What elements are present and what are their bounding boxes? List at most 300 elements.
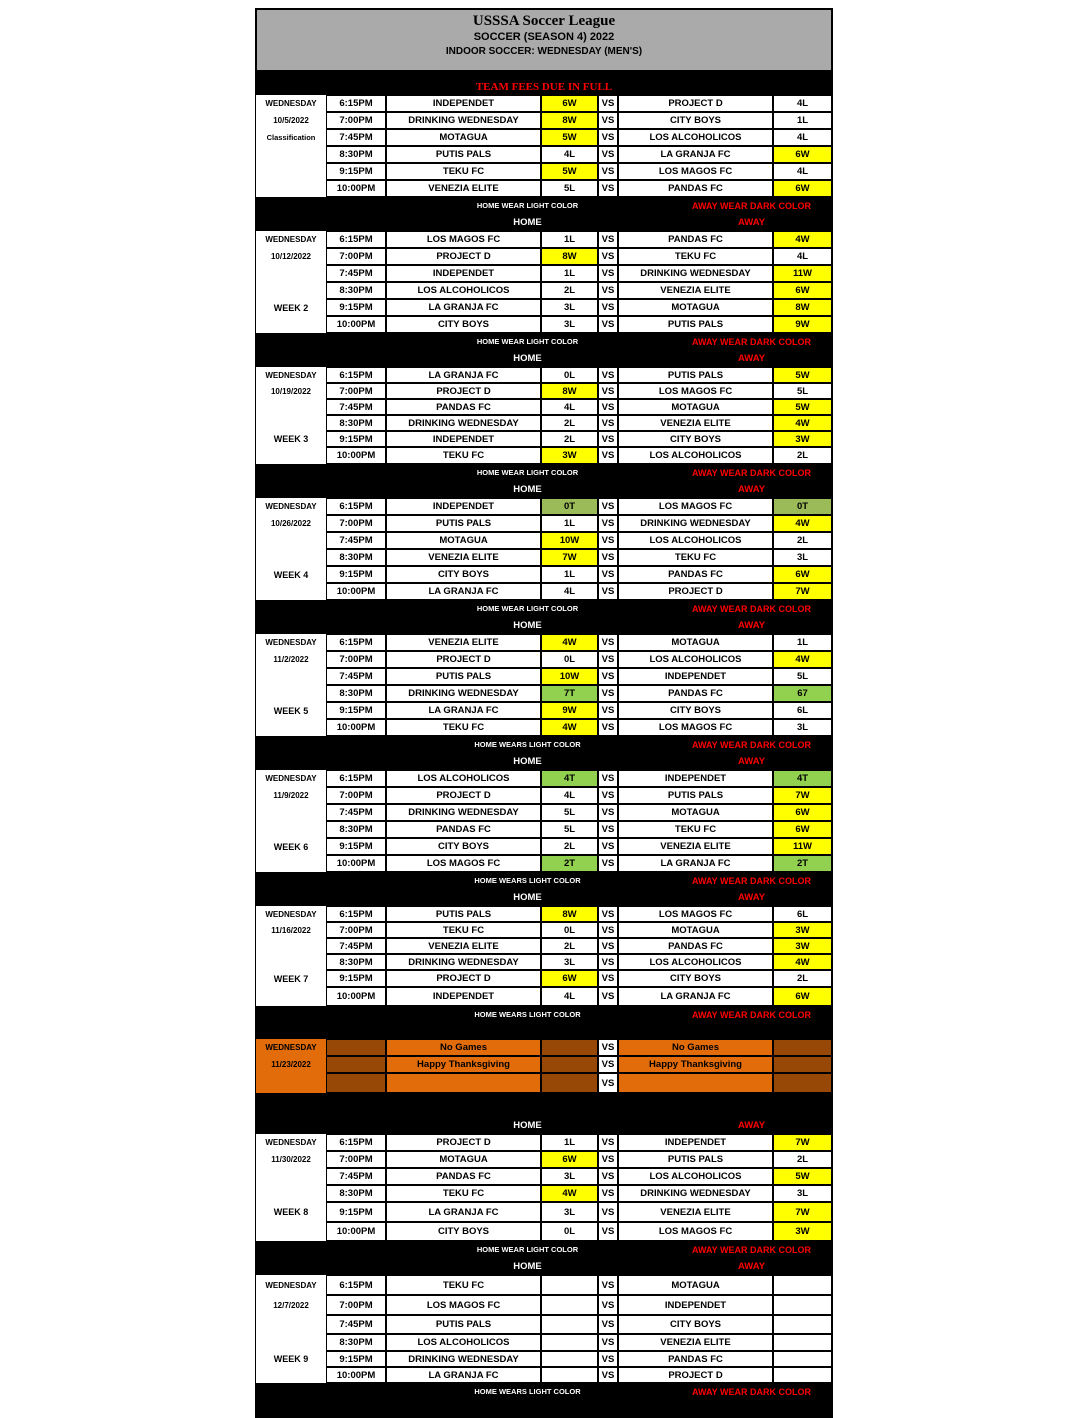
game-time: 9:15PM: [326, 1351, 386, 1367]
day-cell: [256, 987, 326, 1006]
away-score: 4L: [773, 95, 832, 112]
away-score: 2L: [773, 532, 832, 549]
game-row: [255, 938, 833, 954]
home-score: 5L: [541, 180, 598, 197]
vs-label: VS: [598, 634, 618, 651]
home-away-label-row: [255, 214, 833, 231]
vs-label: VS: [598, 954, 618, 970]
away-score: 6W: [773, 282, 832, 299]
day-cell: [256, 954, 326, 970]
weeks-container: [255, 95, 833, 1418]
home-team: PROJECT D: [386, 1134, 541, 1151]
week-label: WEEK 4: [256, 566, 326, 583]
away-team: MOTAGUA: [618, 804, 773, 821]
game-row: [255, 1367, 833, 1383]
day-cell: [256, 399, 326, 415]
away-score: 5L: [773, 383, 832, 399]
game-row: [255, 838, 833, 855]
week-label: WEEK 9: [256, 1351, 326, 1367]
week-label: WEEK 8: [256, 1202, 326, 1222]
vs-label: VS: [598, 549, 618, 566]
away-score: 1L: [773, 112, 832, 129]
away-score: 0T: [773, 498, 832, 515]
away-label: AWAY: [737, 1120, 766, 1131]
home-team: INDEPENDET: [386, 498, 541, 515]
home-score: 3W: [541, 447, 598, 464]
game-row: [255, 634, 833, 651]
holiday-home: Happy Thanksgiving: [386, 1056, 541, 1073]
home-score: 2L: [541, 838, 598, 855]
away-team: LA GRANJA FC: [618, 987, 773, 1006]
home-team: DRINKING WEDNESDAY: [386, 112, 541, 129]
game-row: [255, 383, 833, 399]
uniform-note-row: [255, 1241, 833, 1258]
vs-label: VS: [598, 231, 618, 248]
game-row: [255, 1315, 833, 1334]
home-uniform-note: HOME WEAR LIGHT COLOR: [476, 468, 579, 477]
home-score: 1L: [541, 231, 598, 248]
day-cell: [256, 1185, 326, 1202]
home-team: PANDAS FC: [386, 1168, 541, 1185]
away-uniform-note: AWAY WEAR DARK COLOR: [691, 336, 811, 347]
away-score: 5W: [773, 1168, 832, 1185]
home-score: [541, 1295, 598, 1315]
vs-label: VS: [598, 431, 618, 447]
home-label: HOME: [513, 353, 542, 364]
home-score: 4L: [541, 146, 598, 163]
day-cell: [256, 719, 326, 736]
home-score: 6W: [541, 95, 598, 112]
uniform-note-row: [255, 872, 833, 889]
game-time: 10:00PM: [326, 316, 386, 333]
game-row: [255, 987, 833, 1006]
away-team: LOS MAGOS FC: [618, 1222, 773, 1241]
holiday-away-score: [773, 1056, 832, 1073]
home-score: 3L: [541, 316, 598, 333]
away-team: LOS MAGOS FC: [618, 719, 773, 736]
game-row: [255, 702, 833, 719]
game-row: [255, 668, 833, 685]
away-score: 7W: [773, 787, 832, 804]
away-team: PANDAS FC: [618, 231, 773, 248]
away-score: 2L: [773, 970, 832, 987]
vs-label: VS: [598, 1222, 618, 1241]
sheet-footer: [255, 1400, 833, 1418]
vs-label: VS: [598, 265, 618, 282]
game-time: 7:45PM: [326, 938, 386, 954]
home-label: HOME: [513, 756, 542, 767]
home-score: 4L: [541, 987, 598, 1006]
away-team: INDEPENDET: [618, 770, 773, 787]
away-score: 6L: [773, 702, 832, 719]
week-label: WEEK 6: [256, 838, 326, 855]
day-cell: [256, 180, 326, 197]
away-label: AWAY: [737, 756, 766, 767]
game-time: 10:00PM: [326, 719, 386, 736]
game-row: [255, 1351, 833, 1367]
home-label: HOME: [513, 1120, 542, 1131]
away-score: 4W: [773, 231, 832, 248]
day-cell: [256, 938, 326, 954]
game-row: [255, 163, 833, 180]
week-label: WEEK 7: [256, 970, 326, 987]
home-away-label-row: [255, 1258, 833, 1275]
home-team: LA GRANJA FC: [386, 1367, 541, 1383]
away-team: PUTIS PALS: [618, 1151, 773, 1168]
game-time: 7:45PM: [326, 1315, 386, 1334]
uniform-note-row: [255, 464, 833, 481]
away-team: PANDAS FC: [618, 180, 773, 197]
home-score: [541, 1315, 598, 1334]
game-time: 6:15PM: [326, 367, 386, 383]
home-score: 4L: [541, 399, 598, 415]
vs-label: VS: [598, 1056, 618, 1073]
vs-label: VS: [598, 316, 618, 333]
away-team: LOS MAGOS FC: [618, 498, 773, 515]
home-label: HOME: [513, 892, 542, 903]
game-time: 6:15PM: [326, 95, 386, 112]
away-score: 4W: [773, 954, 832, 970]
away-team: PANDAS FC: [618, 938, 773, 954]
home-team: DRINKING WEDNESDAY: [386, 1351, 541, 1367]
home-score: 3L: [541, 954, 598, 970]
home-team: LA GRANJA FC: [386, 1202, 541, 1222]
vs-label: VS: [598, 804, 618, 821]
home-uniform-note: HOME WEARS LIGHT COLOR: [474, 1010, 581, 1019]
game-row: [255, 1222, 833, 1241]
game-time: 8:30PM: [326, 146, 386, 163]
day-cell: [256, 549, 326, 566]
away-team: LOS ALCOHOLICOS: [618, 651, 773, 668]
holiday-away: No Games: [618, 1039, 773, 1056]
away-team: CITY BOYS: [618, 112, 773, 129]
vs-label: VS: [598, 1134, 618, 1151]
home-team: INDEPENDET: [386, 95, 541, 112]
game-time: 7:00PM: [326, 922, 386, 938]
away-team: DRINKING WEDNESDAY: [618, 1185, 773, 1202]
uniform-note-row: [255, 1383, 833, 1400]
away-score: 2T: [773, 855, 832, 872]
home-uniform-note: HOME WEAR LIGHT COLOR: [476, 201, 579, 210]
week-day: WEDNESDAY: [256, 231, 326, 248]
vs-label: VS: [598, 399, 618, 415]
game-time: 10:00PM: [326, 1367, 386, 1383]
game-time: 8:30PM: [326, 415, 386, 431]
away-label: AWAY: [737, 620, 766, 631]
game-time: 6:15PM: [326, 770, 386, 787]
game-row: [255, 532, 833, 549]
home-score: 8W: [541, 906, 598, 922]
uniform-note-row: [255, 600, 833, 617]
home-team: CITY BOYS: [386, 566, 541, 583]
vs-label: VS: [598, 922, 618, 938]
game-time: 9:15PM: [326, 163, 386, 180]
holiday-day-cell: [256, 1073, 326, 1093]
home-team: INDEPENDET: [386, 265, 541, 282]
vs-label: VS: [598, 1334, 618, 1351]
week-label: WEEK 5: [256, 702, 326, 719]
home-score: 9W: [541, 702, 598, 719]
home-team: PUTIS PALS: [386, 1315, 541, 1334]
holiday-row: [255, 1073, 833, 1093]
home-team: LOS MAGOS FC: [386, 855, 541, 872]
vs-label: VS: [598, 532, 618, 549]
day-cell: [256, 415, 326, 431]
home-away-label-row: [255, 617, 833, 634]
day-cell: [256, 447, 326, 464]
holiday-row: [255, 1039, 833, 1056]
vs-label: VS: [598, 248, 618, 265]
game-time: 9:15PM: [326, 1202, 386, 1222]
week-date: 11/9/2022: [256, 787, 326, 804]
game-time: 6:15PM: [326, 906, 386, 922]
game-row: [255, 1275, 833, 1295]
game-time: 7:00PM: [326, 651, 386, 668]
holiday-time: [326, 1039, 386, 1056]
game-row: [255, 549, 833, 566]
away-team: LOS ALCOHOLICOS: [618, 129, 773, 146]
game-time: 7:45PM: [326, 668, 386, 685]
holiday-home: [386, 1073, 541, 1093]
vs-label: VS: [598, 1039, 618, 1056]
away-uniform-note: AWAY WEAR DARK COLOR: [691, 467, 811, 478]
game-row: [255, 367, 833, 383]
away-score: 6W: [773, 804, 832, 821]
game-time: 7:00PM: [326, 1295, 386, 1315]
game-row: [255, 316, 833, 333]
game-row: [255, 1185, 833, 1202]
away-score: 5W: [773, 367, 832, 383]
holiday-away: Happy Thanksgiving: [618, 1056, 773, 1073]
home-team: INDEPENDET: [386, 987, 541, 1006]
game-time: 7:00PM: [326, 248, 386, 265]
home-score: [541, 1367, 598, 1383]
day-cell: [256, 855, 326, 872]
game-row: [255, 282, 833, 299]
holiday-away-score: [773, 1073, 832, 1093]
game-time: 6:15PM: [326, 1134, 386, 1151]
game-time: 6:15PM: [326, 1275, 386, 1295]
game-row: [255, 1134, 833, 1151]
home-score: 0L: [541, 922, 598, 938]
away-score: 3L: [773, 1185, 832, 1202]
home-score: 10W: [541, 668, 598, 685]
home-score: 0L: [541, 367, 598, 383]
season-subtitle: SOCCER (SEASON 4) 2022: [473, 31, 615, 43]
game-row: [255, 566, 833, 583]
vs-label: VS: [598, 668, 618, 685]
day-cell: [256, 685, 326, 702]
day-cell: [256, 1315, 326, 1334]
holiday-away: [618, 1073, 773, 1093]
holiday-home-score: [541, 1073, 598, 1093]
game-row: [255, 804, 833, 821]
home-score: 8W: [541, 383, 598, 399]
home-score: 2L: [541, 938, 598, 954]
holiday-home-score: [541, 1056, 598, 1073]
away-score: 5W: [773, 399, 832, 415]
away-score: 11W: [773, 838, 832, 855]
away-score: 4L: [773, 248, 832, 265]
away-score: 3W: [773, 938, 832, 954]
game-time: 6:15PM: [326, 498, 386, 515]
away-team: VENEZIA ELITE: [618, 838, 773, 855]
week-date: 11/30/2022: [256, 1151, 326, 1168]
vs-label: VS: [598, 180, 618, 197]
game-row: [255, 1202, 833, 1222]
home-team: TEKU FC: [386, 447, 541, 464]
away-score: 3W: [773, 1222, 832, 1241]
home-team: DRINKING WEDNESDAY: [386, 415, 541, 431]
vs-label: VS: [598, 702, 618, 719]
home-team: LOS MAGOS FC: [386, 1295, 541, 1315]
away-team: LOS ALCOHOLICOS: [618, 532, 773, 549]
home-team: PROJECT D: [386, 248, 541, 265]
away-team: VENEZIA ELITE: [618, 415, 773, 431]
game-time: 8:30PM: [326, 685, 386, 702]
uniform-note-row: [255, 197, 833, 214]
game-time: 8:30PM: [326, 1185, 386, 1202]
away-score: 3L: [773, 719, 832, 736]
game-row: [255, 770, 833, 787]
home-score: 4W: [541, 719, 598, 736]
week-date: 10/26/2022: [256, 515, 326, 532]
week-day: WEDNESDAY: [256, 906, 326, 922]
away-team: VENEZIA ELITE: [618, 1334, 773, 1351]
holiday-time: [326, 1073, 386, 1093]
vs-label: VS: [598, 163, 618, 180]
home-score: 7W: [541, 549, 598, 566]
game-row: [255, 399, 833, 415]
game-row: [255, 95, 833, 112]
away-team: MOTAGUA: [618, 634, 773, 651]
vs-label: VS: [598, 112, 618, 129]
home-uniform-note: HOME WEARS LIGHT COLOR: [474, 740, 581, 749]
home-score: 4W: [541, 1185, 598, 1202]
vs-label: VS: [598, 685, 618, 702]
game-time: 7:45PM: [326, 399, 386, 415]
game-row: [255, 447, 833, 464]
home-score: 2L: [541, 282, 598, 299]
day-cell: [256, 265, 326, 282]
away-team: PROJECT D: [618, 583, 773, 600]
away-label: AWAY: [737, 484, 766, 495]
home-score: 6W: [541, 1151, 598, 1168]
game-time: 10:00PM: [326, 987, 386, 1006]
vs-label: VS: [598, 1295, 618, 1315]
away-score: 6W: [773, 987, 832, 1006]
home-label: HOME: [513, 620, 542, 631]
game-time: 9:15PM: [326, 299, 386, 316]
home-team: TEKU FC: [386, 719, 541, 736]
away-score: 7W: [773, 1202, 832, 1222]
game-row: [255, 1151, 833, 1168]
game-row: [255, 231, 833, 248]
day-cell: [256, 146, 326, 163]
vs-label: VS: [598, 415, 618, 431]
home-team: LOS ALCOHOLICOS: [386, 1334, 541, 1351]
home-team: DRINKING WEDNESDAY: [386, 804, 541, 821]
vs-label: VS: [598, 1367, 618, 1383]
game-time: 10:00PM: [326, 855, 386, 872]
away-team: PANDAS FC: [618, 1351, 773, 1367]
week-day: WEDNESDAY: [256, 498, 326, 515]
home-score: 3L: [541, 299, 598, 316]
away-uniform-note: AWAY WEAR DARK COLOR: [691, 739, 811, 750]
home-score: 2T: [541, 855, 598, 872]
vs-label: VS: [598, 987, 618, 1006]
home-team: PUTIS PALS: [386, 146, 541, 163]
away-team: LOS MAGOS FC: [618, 906, 773, 922]
away-score: 9W: [773, 316, 832, 333]
away-team: LOS MAGOS FC: [618, 383, 773, 399]
home-away-label-row: [255, 1117, 833, 1134]
week-day: WEDNESDAY: [256, 634, 326, 651]
game-row: [255, 498, 833, 515]
week-day: WEDNESDAY: [256, 770, 326, 787]
away-team: MOTAGUA: [618, 299, 773, 316]
home-score: 5L: [541, 821, 598, 838]
away-score: [773, 1295, 832, 1315]
home-score: 0L: [541, 651, 598, 668]
home-score: 0L: [541, 1222, 598, 1241]
uniform-note-row: [255, 736, 833, 753]
vs-label: VS: [598, 583, 618, 600]
vs-label: VS: [598, 299, 618, 316]
vs-label: VS: [598, 367, 618, 383]
week-date: 12/7/2022: [256, 1295, 326, 1315]
away-score: 3L: [773, 549, 832, 566]
league-title: USSSA Soccer League: [472, 13, 616, 29]
vs-label: VS: [598, 282, 618, 299]
holiday-day: WEDNESDAY: [256, 1039, 326, 1056]
home-team: TEKU FC: [386, 163, 541, 180]
holiday-home: No Games: [386, 1039, 541, 1056]
fees-notice: TEAM FEES DUE IN FULL: [255, 78, 833, 95]
away-team: PROJECT D: [618, 95, 773, 112]
home-away-label-row: [255, 753, 833, 770]
vs-label: VS: [598, 1315, 618, 1334]
game-row: [255, 299, 833, 316]
away-score: 67: [773, 685, 832, 702]
home-score: 1L: [541, 566, 598, 583]
home-score: 3L: [541, 1168, 598, 1185]
vs-label: VS: [598, 719, 618, 736]
away-score: 7W: [773, 1134, 832, 1151]
vs-label: VS: [598, 1275, 618, 1295]
vs-label: VS: [598, 1151, 618, 1168]
game-row: [255, 719, 833, 736]
holiday-row: [255, 1056, 833, 1073]
home-team: PUTIS PALS: [386, 906, 541, 922]
holiday-time: [326, 1056, 386, 1073]
home-team: TEKU FC: [386, 1275, 541, 1295]
vs-label: VS: [598, 515, 618, 532]
vs-label: VS: [598, 447, 618, 464]
away-score: 2L: [773, 1151, 832, 1168]
game-time: 7:45PM: [326, 265, 386, 282]
day-cell: [256, 1367, 326, 1383]
day-cell: [256, 668, 326, 685]
day-cell: [256, 532, 326, 549]
home-uniform-note: HOME WEARS LIGHT COLOR: [474, 1387, 581, 1396]
away-team: LOS ALCOHOLICOS: [618, 447, 773, 464]
home-score: [541, 1351, 598, 1367]
game-time: 9:15PM: [326, 431, 386, 447]
game-time: 7:00PM: [326, 787, 386, 804]
home-team: LOS MAGOS FC: [386, 231, 541, 248]
home-away-label-row: [255, 481, 833, 498]
